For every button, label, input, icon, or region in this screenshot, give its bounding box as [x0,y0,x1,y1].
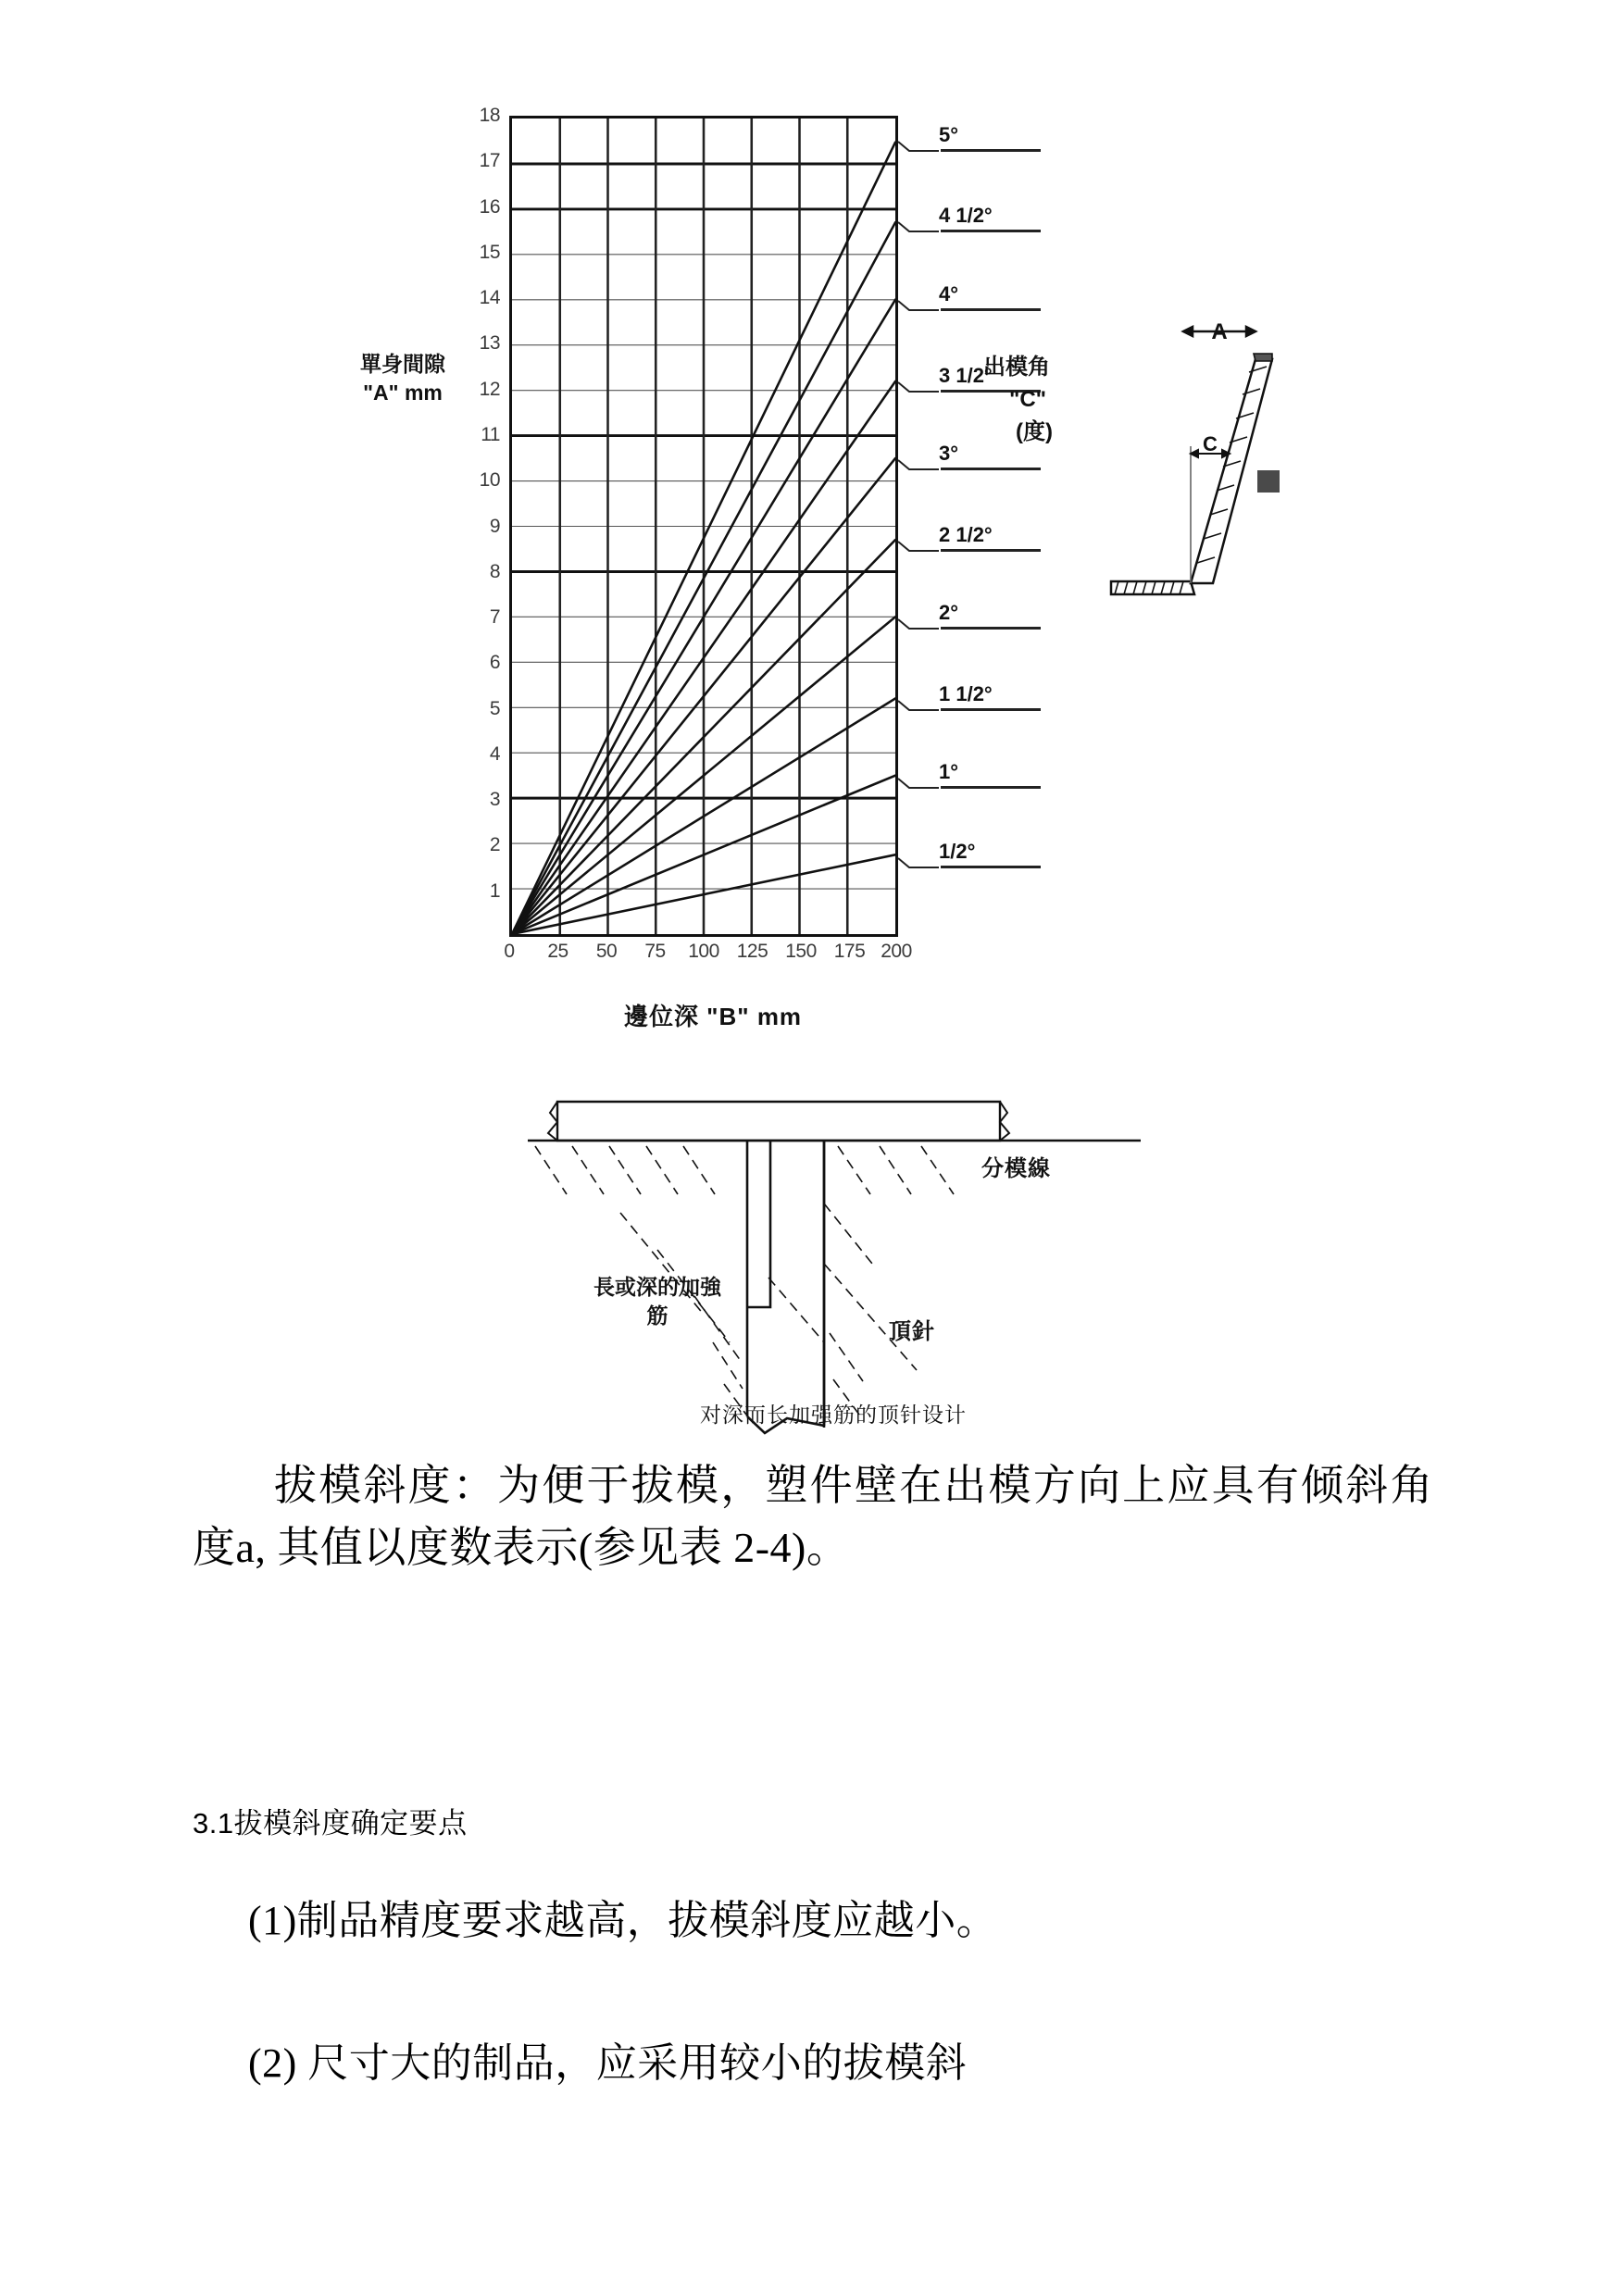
angle-label-underline [941,308,1041,311]
angle-label-underline [941,786,1041,789]
angle-label-text: 2° [939,601,959,624]
y-tick-7: 7 [489,606,500,628]
heading-3-1: 3.1拔模斜度确定要点 [193,1807,468,1840]
leader-line-icon [898,220,939,235]
label-rib: 長或深的加強筋 [593,1275,721,1328]
leader-line-icon [898,617,939,632]
y-tick-11: 11 [481,423,500,445]
y-tick-14: 14 [479,287,500,309]
draft-angle-nomogram-figure [0,0,1624,1074]
nomogram-svg [512,118,895,934]
y-tick-4: 4 [489,742,500,765]
x-tick-125: 125 [736,941,768,962]
x-tick-200: 200 [881,941,912,962]
angle-label-5deg [898,123,1083,160]
y-tick-12: 12 [479,378,500,400]
x-tick-75: 75 [644,941,666,962]
base-plate-shape [1111,581,1194,594]
y-tick-9: 9 [489,515,500,537]
angle-label-text: 4 1/2° [939,204,993,227]
leader-line-icon [898,540,939,555]
leader-line-icon [898,856,939,871]
x-tick-50: 50 [595,941,618,962]
angle-label-underline [941,866,1041,868]
draft-wall-sketch [1074,306,1352,602]
y-axis-title-line2: "A" mm [363,380,443,405]
y-tick-5: 5 [489,697,500,719]
angle-label-underline [941,230,1041,232]
angle-label-2-5deg [898,523,1083,560]
x-tick-150: 150 [785,941,817,962]
angle-label-underline [941,549,1041,552]
angle-label-text: 3 1/2° [939,364,993,387]
angle-label-text: 1 1/2° [939,682,993,705]
paragraph-draft-definition: 拔模斜度：为便于拔模，塑件壁在出模方向上应具有倾斜角度a, 其值以度数表示(参见表 2-4)。 [193,1462,1433,1571]
y-tick-8: 8 [489,560,500,582]
angle-label-underline [941,149,1041,152]
y-tick-10: 10 [479,469,500,492]
draft-wall-sketch-svg [1074,306,1352,602]
leader-line-icon [898,699,939,714]
angle-label-4deg [898,282,1083,319]
y-tick-16: 16 [479,195,500,218]
paragraph-point-1: (1)制品精度要求越高，拔模斜度应越小。 [248,1898,998,1943]
leader-line-icon [898,140,939,155]
angle-label-text: 1/2° [939,840,976,863]
paragraph-point-2: (2) 尺寸大的制品，应采用较小的拔模斜 [248,2040,968,2086]
leader-line-icon [898,458,939,473]
angle-label-text: 5° [939,123,959,146]
x-tick-25: 25 [547,941,568,962]
y-tick-15: 15 [479,241,500,263]
leader-line-icon [898,299,939,314]
chart-plot-area [509,116,898,937]
dimension-c-text: C [1203,432,1218,455]
angle-label-underline [941,627,1041,630]
y-tick-13: 13 [479,332,500,355]
label-parting-line: 分模線 [981,1156,1051,1181]
angle-label-2deg [898,601,1083,638]
top-wall-slab [548,1102,1009,1141]
chart-y-axis-ticks [461,105,504,937]
rib-shape [747,1141,824,1433]
angle-label-text: 2 1/2° [939,523,993,546]
y-tick-1: 1 [489,879,500,902]
hatching-right [768,1146,954,1415]
leader-line-icon [898,380,939,395]
solid-square-marker [1257,470,1280,493]
angle-label-1deg [898,760,1083,797]
y-tick-6: 6 [489,652,500,674]
y-tick-18: 18 [479,105,500,126]
rib-ejector-figure [518,1065,1148,1435]
chart-y-axis-title [333,350,472,407]
y-axis-title-line1: 單身間隙 [360,352,445,376]
dimension-a-text: A [1211,319,1228,344]
x-tick-100: 100 [688,941,719,962]
angle-label-text: 3° [939,442,959,465]
angle-label-underline [941,468,1041,470]
angle-label-underline [941,708,1041,711]
rib-ejector-svg [518,1065,1148,1435]
angle-label-0-5deg [898,840,1083,877]
label-ejector-pin: 頂針 [889,1319,935,1344]
y-tick-3: 3 [489,789,500,811]
angle-label-1-5deg [898,682,1083,719]
chart-grid-and-lines [509,116,898,937]
angle-label-4-5deg [898,204,1083,241]
angle-label-text: 1° [939,760,959,783]
slanted-wall-shape [1191,354,1272,583]
angle-axis-title-line2: "C" [1008,386,1047,412]
chart-x-axis-ticks [504,941,912,972]
leader-line-icon [898,777,939,792]
figure-caption: 对深而长加强筋的顶针设计 [700,1403,967,1427]
angle-axis-title-line3: (度) [1016,418,1053,444]
y-tick-17: 17 [479,150,500,172]
chart-x-axis-title: 邊位深 "B" mm [623,1003,803,1030]
angle-axis-title-line1: 出模角 [983,355,1050,380]
x-tick-0: 0 [504,941,515,962]
x-tick-175: 175 [833,941,866,962]
angle-label-text: 4° [939,282,959,306]
y-tick-2: 2 [489,834,500,856]
